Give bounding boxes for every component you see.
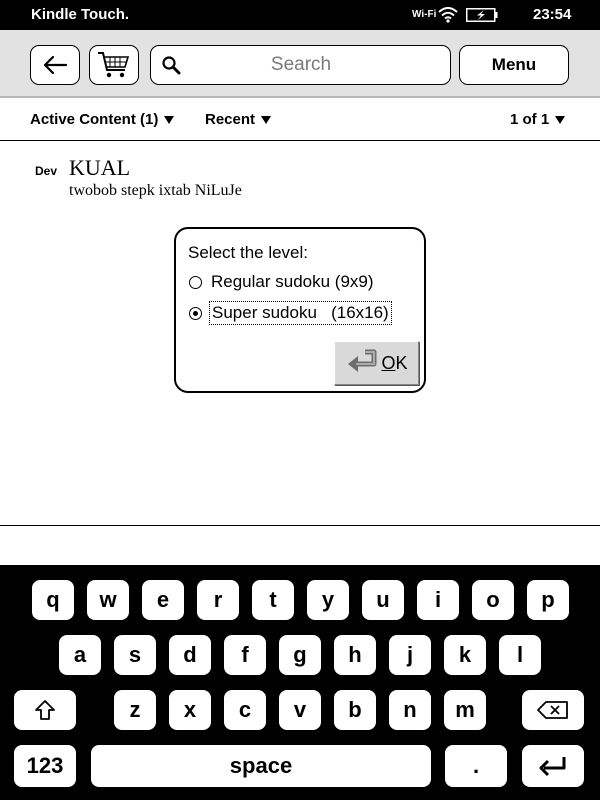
wifi-label: Wi-Fi [412, 9, 437, 20]
page-label: 1 of 1 [510, 111, 550, 128]
shopping-cart-icon [97, 51, 131, 79]
caret-down-icon [555, 116, 565, 124]
key-o[interactable]: o [472, 580, 514, 620]
item-collection-label: Dev [35, 164, 58, 178]
item-authors: twobob stepk ixtab NiLuJe [69, 182, 242, 199]
list-item[interactable] [0, 150, 600, 210]
key-v[interactable]: v [279, 690, 321, 730]
key-k[interactable]: k [444, 635, 486, 675]
key-u[interactable]: u [362, 580, 404, 620]
key-s[interactable]: s [114, 635, 156, 675]
key-q[interactable]: q [32, 580, 74, 620]
key-t[interactable]: t [252, 580, 294, 620]
arrow-left-icon [42, 55, 68, 75]
radio-checked-icon[interactable] [189, 307, 202, 320]
caret-down-icon [164, 116, 174, 124]
page-indicator[interactable] [510, 111, 565, 128]
key-y[interactable]: y [307, 580, 349, 620]
backspace-icon [537, 701, 569, 719]
enter-key[interactable] [522, 745, 584, 787]
dialog-title: Select the level: [188, 243, 309, 262]
option-regular-sudoku[interactable] [189, 271, 376, 293]
key-n[interactable]: n [389, 690, 431, 730]
sort-recent-filter[interactable] [205, 111, 271, 128]
keyboard [0, 565, 600, 800]
store-button[interactable] [89, 45, 139, 85]
option-label: Super sudoku (16x16) [209, 301, 392, 325]
key-g[interactable]: g [279, 635, 321, 675]
key-j[interactable]: j [389, 635, 431, 675]
item-title: KUAL [69, 155, 131, 180]
option-label: Regular sudoku (9x9) [211, 272, 374, 291]
key-f[interactable]: f [224, 635, 266, 675]
search-input[interactable] [187, 50, 415, 80]
period-key[interactable]: . [445, 745, 507, 787]
shift-key[interactable] [14, 690, 76, 730]
option-super-sudoku[interactable] [189, 301, 392, 325]
key-e[interactable]: e [142, 580, 184, 620]
key-c[interactable]: c [224, 690, 266, 730]
search-box[interactable] [150, 45, 451, 85]
filter-bar [0, 100, 600, 141]
ok-label: OK [381, 352, 408, 373]
key-z[interactable]: z [114, 690, 156, 730]
key-d[interactable]: d [169, 635, 211, 675]
key-x[interactable]: x [169, 690, 211, 730]
menu-button[interactable]: Menu [459, 45, 569, 85]
device-title: Kindle Touch. [31, 6, 130, 23]
key-m[interactable]: m [444, 690, 486, 730]
key-b[interactable]: b [334, 690, 376, 730]
toolbar [0, 30, 600, 98]
battery-charging-icon [466, 8, 498, 22]
ok-button[interactable] [334, 341, 419, 385]
radio-unchecked-icon[interactable] [189, 276, 202, 289]
status-bar [0, 0, 600, 30]
clock: 23:54 [533, 6, 572, 23]
level-select-dialog [174, 227, 426, 393]
space-key[interactable]: space [91, 745, 431, 787]
key-r[interactable]: r [197, 580, 239, 620]
backspace-key[interactable] [522, 690, 584, 730]
enter-return-icon [345, 349, 379, 377]
back-button[interactable] [30, 45, 80, 85]
wifi-signal-icon [438, 7, 458, 23]
key-i[interactable]: i [417, 580, 459, 620]
key-l[interactable]: l [499, 635, 541, 675]
enter-return-icon [538, 755, 568, 777]
caret-down-icon [261, 116, 271, 124]
divider [0, 525, 600, 526]
key-h[interactable]: h [334, 635, 376, 675]
numbers-key[interactable]: 123 [14, 745, 76, 787]
key-a[interactable]: a [59, 635, 101, 675]
sort-label: Recent [205, 111, 256, 128]
active-content-label: Active Content (1) [30, 111, 159, 128]
magnifier-icon [161, 55, 181, 75]
key-p[interactable]: p [527, 580, 569, 620]
active-content-filter[interactable] [30, 111, 174, 128]
key-w[interactable]: w [87, 580, 129, 620]
shift-arrow-icon [34, 699, 56, 721]
